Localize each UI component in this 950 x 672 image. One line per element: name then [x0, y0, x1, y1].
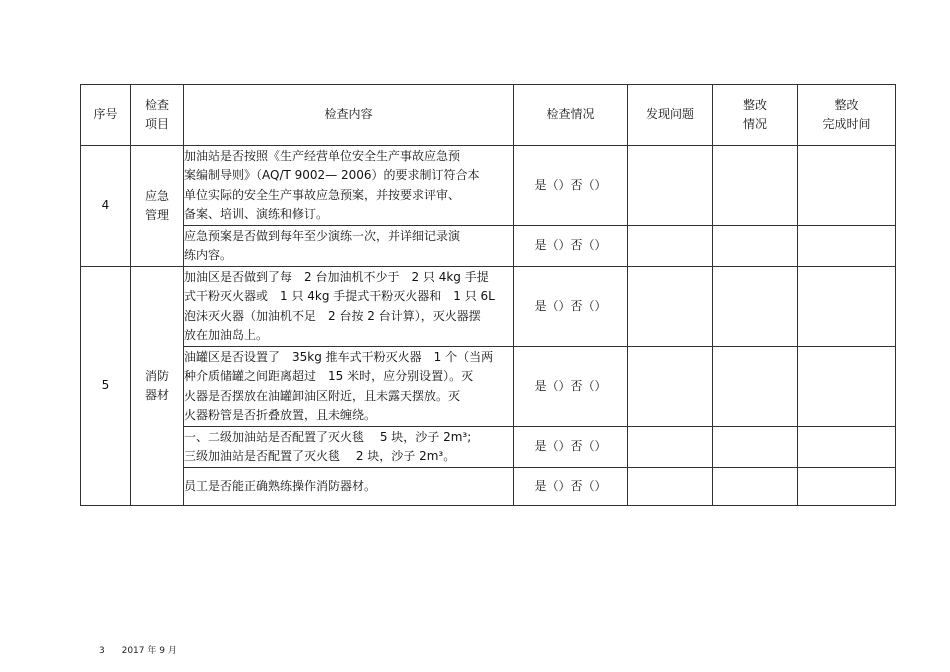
problem-cell[interactable] — [628, 468, 713, 506]
content-line: 一、二级加油站是否配置了灭火毯 5 块，沙子 2m³; — [184, 429, 472, 444]
rect-status-cell[interactable] — [713, 468, 798, 506]
header-rect-time — [798, 85, 896, 146]
content-line: 练内容。 — [184, 248, 233, 262]
problem-cell[interactable] — [628, 226, 713, 267]
header-rect-time-line: 完成时间 — [822, 117, 871, 131]
content-cell — [184, 427, 514, 468]
content-line: 加油站是否按照《生产经营单位安全生产事故应急预 — [184, 148, 461, 163]
header-problem: 发现问题 — [628, 85, 713, 146]
table-row — [81, 226, 896, 267]
rect-time-cell[interactable] — [798, 427, 896, 468]
item-line: 管理 — [144, 208, 169, 222]
item-cell — [131, 267, 184, 506]
content-line: 备案、培训、演练和修订。 — [184, 207, 329, 221]
rect-status-cell[interactable] — [713, 226, 798, 267]
rect-time-cell[interactable] — [798, 226, 896, 267]
content-line: 单位实际的安全生产事故应急预案，并按要求评审、 — [184, 187, 461, 202]
inspection-table — [80, 84, 896, 506]
header-content: 检查内容 — [184, 85, 514, 146]
header-rect-status-line: 情况 — [742, 117, 767, 131]
header-row — [81, 85, 896, 146]
rect-time-cell[interactable] — [798, 347, 896, 427]
content-line: 加油区是否做到了每 2 台加油机不少于 2 只 4kg 手提 — [184, 269, 489, 284]
content-line: 泡沫灭火器（加油机不足 2 台按 2 台计算），灭火器摆 — [184, 308, 481, 323]
table-row — [81, 146, 896, 226]
header-item — [131, 85, 184, 146]
check-cell[interactable]: 是（）否（） — [514, 226, 628, 267]
header-rect-status-line: 整改 — [742, 97, 767, 112]
content-cell — [184, 468, 514, 506]
check-cell[interactable]: 是（）否（） — [514, 347, 628, 427]
rect-status-cell[interactable] — [713, 146, 798, 226]
item-line: 应急 — [144, 188, 169, 203]
check-cell[interactable]: 是（）否（） — [514, 427, 628, 468]
content-line: 式干粉灭火器或 1 只 4kg 手提式干粉灭火器和 1 只 6L — [184, 289, 495, 303]
content-line: 火器粉管是否折叠放置，且未缠绕。 — [184, 408, 377, 422]
rect-time-cell[interactable] — [798, 267, 896, 347]
table-row — [81, 468, 896, 506]
header-seq: 序号 — [81, 85, 131, 146]
problem-cell[interactable] — [628, 146, 713, 226]
problem-cell[interactable] — [628, 267, 713, 347]
header-rect-status — [713, 85, 798, 146]
problem-cell[interactable] — [628, 427, 713, 468]
rect-time-cell[interactable] — [798, 468, 896, 506]
header-item-line: 项目 — [144, 117, 169, 131]
content-line: 火器是否摆放在油罐卸油区附近，且未露天摆放。灭 — [184, 388, 461, 403]
page-number: 3 — [99, 646, 105, 656]
rect-time-cell[interactable] — [798, 146, 896, 226]
content-cell — [184, 347, 514, 427]
problem-cell[interactable] — [628, 347, 713, 427]
content-line: 种介质储罐之间距离超过 15 米时，应分别设置）。灭 — [184, 369, 474, 383]
page-footer — [99, 643, 191, 656]
content-line: 放在加油岛上。 — [184, 328, 269, 342]
rect-status-cell[interactable] — [713, 267, 798, 347]
content-line: 应急预案是否做到每年至少演练一次，并详细记录演 — [184, 228, 461, 243]
check-cell[interactable]: 是（）否（） — [514, 267, 628, 347]
table-row — [81, 347, 896, 427]
content-line: 油罐区是否设置了 35kg 推车式干粉灭火器 1 个（当两 — [184, 349, 494, 364]
table-row — [81, 427, 896, 468]
header-rect-time-line: 整改 — [834, 97, 859, 112]
check-cell[interactable]: 是（）否（） — [514, 146, 628, 226]
content-cell — [184, 146, 514, 226]
footer-date: 2017 年 9 月 — [121, 646, 177, 656]
item-line: 器材 — [144, 388, 169, 402]
header-item-line: 检查 — [144, 97, 169, 112]
header-check: 检查情况 — [514, 85, 628, 146]
content-line: 案编制导则》（AQ/T 9002— 2006）的要求制订符合本 — [184, 168, 480, 182]
content-cell — [184, 267, 514, 347]
content-line: 员工是否能正确熟练操作消防器材。 — [184, 478, 377, 493]
rect-status-cell[interactable] — [713, 427, 798, 468]
rect-status-cell[interactable] — [713, 347, 798, 427]
check-cell[interactable]: 是（）否（） — [514, 468, 628, 506]
table-row — [81, 267, 896, 347]
content-line: 三级加油站是否配置了灭火毯 2 块，沙子 2m³。 — [184, 449, 456, 463]
item-line: 消防 — [144, 368, 169, 383]
seq-cell: 4 — [81, 146, 131, 267]
item-cell — [131, 146, 184, 267]
content-cell — [184, 226, 514, 267]
seq-cell: 5 — [81, 267, 131, 506]
